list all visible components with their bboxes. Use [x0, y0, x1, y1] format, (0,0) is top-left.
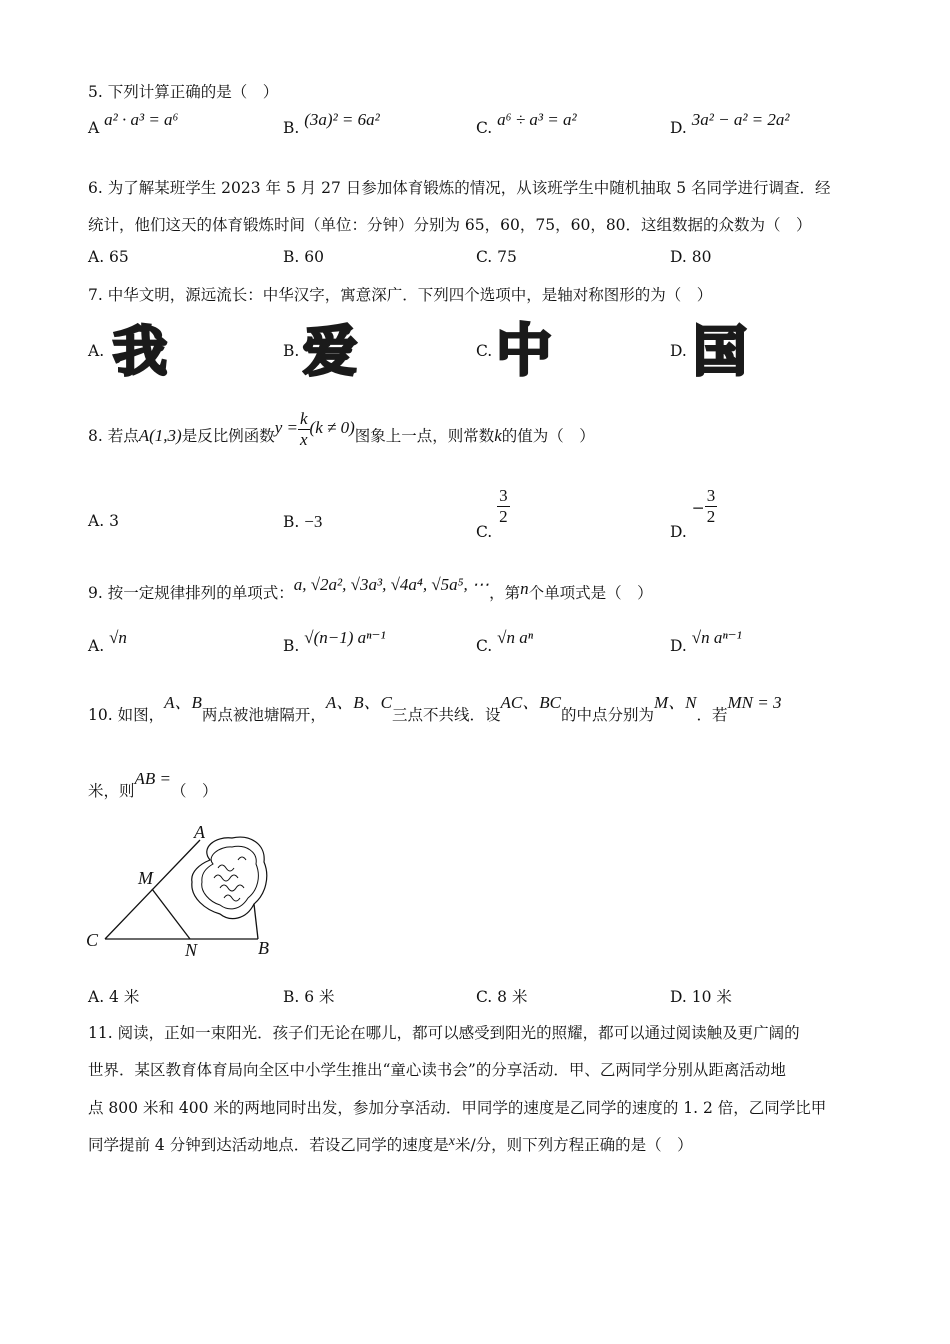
q8-option-d-label: D.: [670, 522, 687, 541]
q8-option-b-label: B.: [283, 513, 300, 531]
q10-segment-mn: [152, 889, 190, 939]
q5-option-d-math: 3a² − a² = 2a²: [691, 110, 790, 129]
q8-option-d-fraction: [705, 486, 718, 527]
q10-p1: 10. 如图，: [88, 706, 165, 724]
q10-pond-outline: [192, 837, 267, 918]
q5-option-c-label: C.: [476, 119, 493, 137]
q8-option-a: [88, 512, 119, 530]
q7-option-a-label: A.: [88, 342, 105, 360]
q10-p3: 三点不共线．设: [391, 706, 501, 724]
q5-option-c: [476, 110, 577, 138]
q8-option-c-fraction: [497, 486, 510, 527]
q8-stem: [88, 408, 595, 458]
q8-func-den: x: [299, 429, 308, 449]
q10-segment-pond-to-b: [254, 904, 258, 939]
q5-option-a-label: A: [88, 119, 100, 137]
q7-option-b-char: 爱: [303, 322, 357, 380]
q8-mid: 是反比例函数: [181, 427, 275, 445]
q8-var: k: [494, 426, 502, 445]
q7-option-d-glyph-guo: [692, 322, 748, 380]
q11-line4-prefix: 同学提前 4 分钟到达活动地点．若设乙同学的速度是: [88, 1136, 449, 1154]
q11-line-2: 世界．某区教育体育局向全区中小学生推出“童心读书会”的分享活动．甲、乙两同学分别从距离活动地: [88, 1061, 786, 1079]
q10-label-b: B: [258, 938, 269, 958]
q9-tail: 个单项式是（ ）: [528, 584, 653, 602]
q10-option-a: A. 4 米: [88, 988, 140, 1006]
q9-option-a-math: √n: [109, 628, 127, 647]
q10-label-c: C: [86, 930, 99, 950]
q10-m4: M、N: [653, 693, 697, 712]
q8-option-c-den: 2: [499, 507, 508, 526]
q5-option-b: [283, 110, 380, 138]
q8-func-fraction: [298, 409, 310, 450]
q5-option-a-math: a² · a³ = a⁶: [104, 110, 179, 129]
q8-func-num: k: [299, 408, 308, 428]
q10-option-c: C. 8 米: [476, 988, 528, 1006]
q9-option-c-math: √n aⁿ: [497, 628, 534, 647]
q10-line2-prefix: 米，则: [88, 782, 135, 800]
q10-m5: MN = 3: [727, 693, 782, 712]
q5-option-b-label: B.: [283, 119, 300, 137]
q8-tail: 的值为（ ）: [501, 427, 595, 445]
q10-label-a: A: [194, 822, 205, 842]
q7-option-d-char: 国: [693, 322, 747, 380]
q8-option-a-value: 3: [109, 512, 119, 530]
q10-line2-tail: （ ）: [171, 782, 218, 800]
q9-option-c-label: C.: [476, 637, 493, 655]
q11-line-3: 点 800 米和 400 米的两地同时出发，参加分享活动．甲同学的速度是乙同学的速度的 1. 2 倍，乙同学比甲: [88, 1099, 827, 1117]
q7-option-c-glyph-zhong: [496, 320, 552, 380]
q6-option-d: D. 80: [670, 248, 712, 266]
q5-option-d-label: D.: [670, 119, 687, 137]
q8-option-c-label: C.: [476, 522, 493, 541]
q5-option-c-math: a⁶ ÷ a³ = a²: [497, 110, 577, 129]
q7-option-c-char: 中: [496, 320, 552, 380]
q8-option-c-num: 3: [499, 486, 508, 505]
q10-label-n: N: [185, 940, 198, 960]
q10-stem-line-2: [88, 769, 218, 806]
q8-suffix: 图象上一点，则常数: [354, 427, 495, 445]
q6-option-b: B. 60: [283, 248, 324, 266]
q10-m2: A、B、C: [325, 693, 392, 712]
q10-stem-line-1: [88, 693, 782, 730]
q5-stem: 5. 下列计算正确的是（ ）: [88, 83, 279, 101]
q6-line-2: 统计，他们这天的体育锻炼时间（单位：分钟）分别为 65，60，75，60，80．这组数据的众数为（ ）: [88, 216, 812, 234]
q10-m3: AC、BC: [500, 693, 561, 712]
q5-option-a: [88, 110, 179, 138]
q8-option-a-label: A.: [88, 512, 105, 530]
q9-mid: ，第: [489, 584, 521, 602]
q9-option-d-label: D.: [670, 637, 687, 655]
q6-line-1: 6. 为了解某班学生 2023 年 5 月 27 日参加体育锻炼的情况，从该班学生中随机抽取 5 名同学进行调查．经: [88, 179, 831, 197]
q7-option-b-glyph-ai: [302, 322, 358, 380]
q6-option-a: A. 65: [88, 248, 129, 266]
q9-option-c: [476, 628, 534, 656]
q9-stem: [88, 576, 653, 610]
q9-option-b-math: √(n−1) aⁿ⁻¹: [304, 628, 386, 647]
q9-var: n: [520, 579, 529, 598]
q8-option-c: [476, 486, 510, 541]
q11-line-4: [88, 1133, 693, 1155]
q11-var: x: [448, 1134, 455, 1149]
q11-line4-tail: 米/分，则下列方程正确的是（ ）: [454, 1136, 693, 1154]
q9-option-b-label: B.: [283, 637, 300, 655]
q8-func-cond: (k ≠ 0): [309, 418, 355, 437]
q7-option-a-glyph-wo: [112, 322, 168, 380]
q7-option-d-label: D.: [670, 342, 687, 360]
q10-option-d: D. 10 米: [670, 988, 732, 1006]
q8-point: A(1,3): [138, 426, 182, 445]
q9-option-a-label: A.: [88, 637, 105, 655]
q10-figure-pond: [80, 818, 280, 966]
q10-option-b: B. 6 米: [283, 988, 335, 1006]
q9-prefix: 9. 按一定规律排列的单项式：: [88, 584, 294, 602]
q9-option-a: [88, 628, 127, 656]
q7-option-c-label: C.: [476, 342, 493, 360]
q5-option-b-math: (3a)² = 6a²: [304, 110, 380, 129]
q8-option-b-value: −3: [304, 512, 323, 531]
q8-option-b: [283, 512, 322, 532]
q9-option-d-math: √n aⁿ⁻¹: [691, 628, 742, 647]
q9-option-b: [283, 628, 386, 656]
q10-p2: 两点被池塘隔开，: [201, 706, 326, 724]
q9-option-d: [670, 628, 742, 656]
q8-option-d-sign: −: [691, 498, 705, 517]
q8-option-d-num: 3: [706, 486, 716, 505]
q11-line-1: 11. 阅读，正如一束阳光．孩子们无论在哪儿，都可以感受到阳光的照耀，都可以通过阅读触及更广阔的: [88, 1024, 800, 1042]
q10-m6: AB =: [134, 769, 172, 788]
q7-stem: 7. 中华文明，源远流长：中华汉字，寓意深广．下列四个选项中，是轴对称图形的为（ ）: [88, 286, 713, 304]
q7-option-b-label: B.: [283, 342, 300, 360]
q8-func-lhs: y =: [274, 418, 298, 437]
q10-label-m: M: [138, 868, 153, 888]
q10-p5: ．若: [696, 706, 728, 724]
q8-option-d: [670, 486, 717, 541]
q6-option-c: C. 75: [476, 248, 517, 266]
q8-prefix: 8. 若点: [88, 427, 139, 445]
q5-option-d: [670, 110, 790, 138]
q8-option-d-den: 2: [706, 507, 716, 526]
q7-option-a-char: 我: [113, 322, 167, 380]
q10-m1: A、B: [164, 693, 202, 712]
q9-sequence: a, √2a², √3a³, √4a⁴, √5a⁵, ⋯: [293, 575, 490, 594]
q10-p4: 的中点分别为: [560, 706, 654, 724]
